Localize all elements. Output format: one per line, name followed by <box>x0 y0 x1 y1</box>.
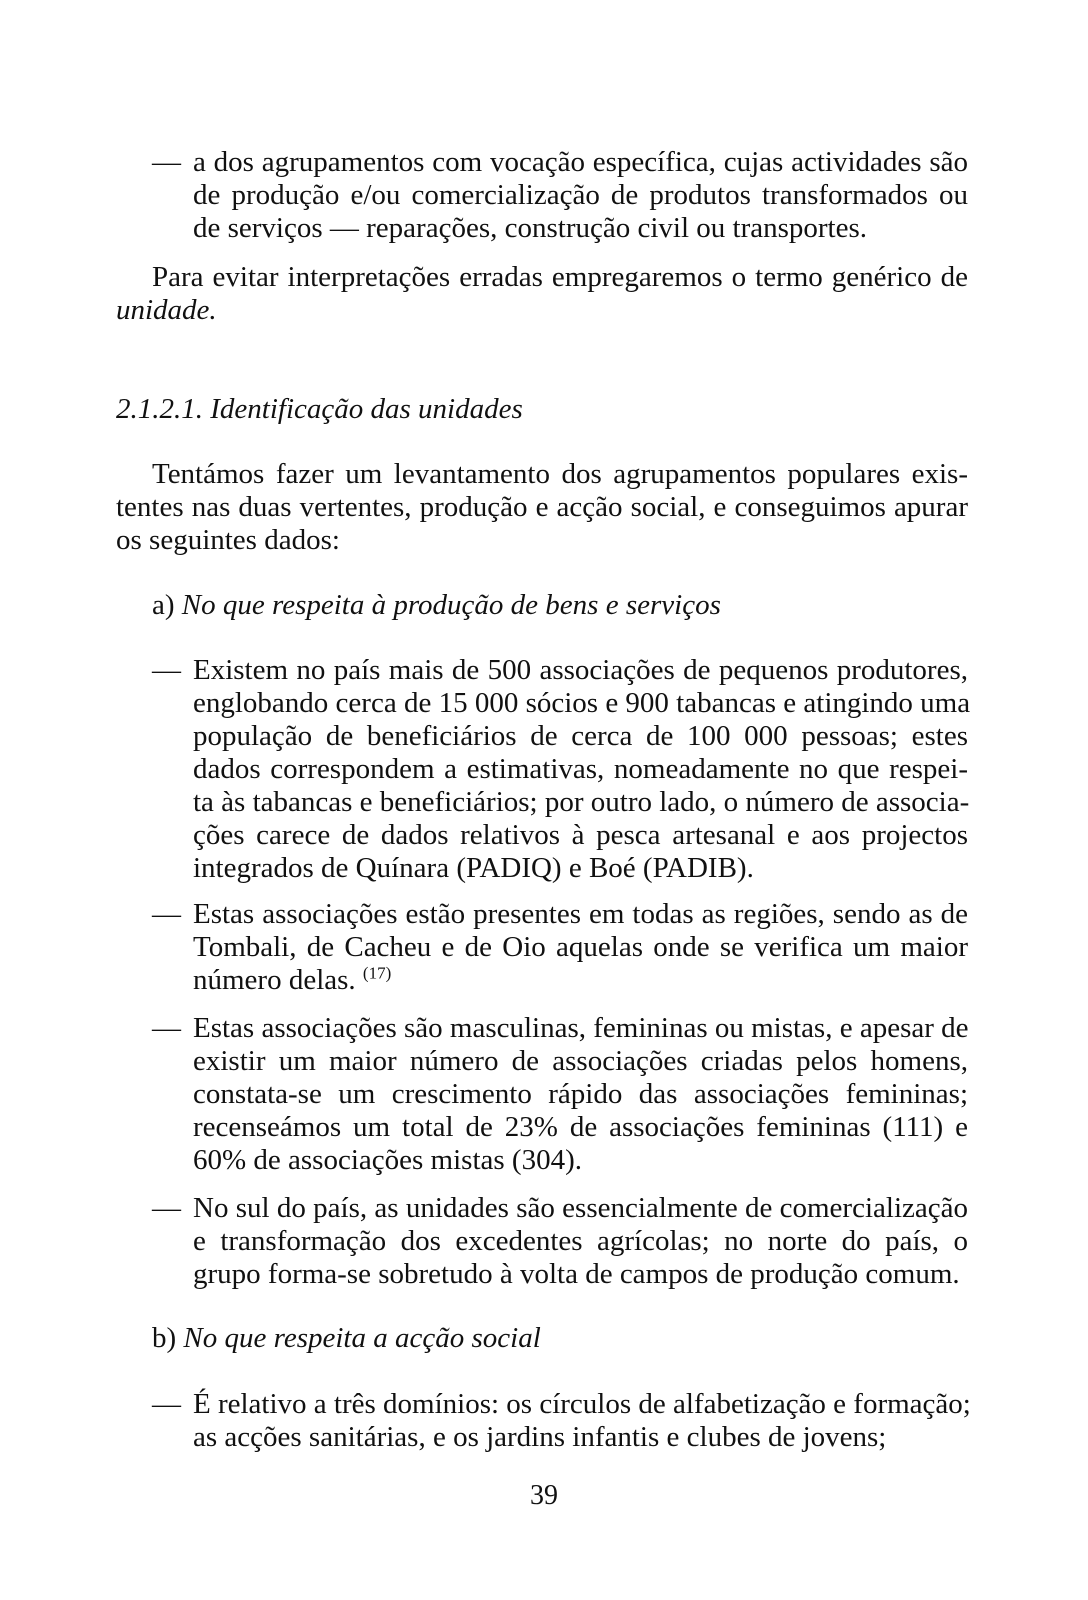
subheading-b <box>152 1322 968 1355</box>
em-dash: — <box>152 1012 181 1044</box>
text-line: integrados de Quínara (PADIQ) e Boé (PADIB). <box>193 852 754 884</box>
em-dash: — <box>152 1388 181 1420</box>
text-line: Estas associações estão presentes em todas as regiões, sendo as de <box>193 898 968 930</box>
text-line: grupo forma-se sobretudo à volta de campos de produção comum. <box>193 1258 960 1290</box>
em-dash: — <box>152 146 181 178</box>
text-line: existir um maior número de associações criadas pelos homens, <box>193 1045 968 1077</box>
paragraph <box>116 458 968 557</box>
subheading-label: b) <box>152 1322 177 1354</box>
text-line: unidade. <box>116 294 217 326</box>
text-line: recenseámos um total de 23% de associações femininas (111) e <box>193 1111 968 1143</box>
text-line: dados correspondem a estimativas, nomeadamente no que respei- <box>193 753 968 785</box>
page-number: 39 <box>530 1480 558 1511</box>
list-item <box>152 1388 971 1454</box>
list-item <box>152 898 968 997</box>
text-line: de produção e/ou comercialização de produtos transformados ou <box>193 179 968 211</box>
em-dash: — <box>152 1192 181 1224</box>
text-line: englobando cerca de 15 000 sócios e 900 tabancas e atingindo uma <box>193 687 971 719</box>
text-line: as acções sanitárias, e os jardins infantis e clubes de jovens; <box>193 1421 887 1453</box>
list-item <box>152 1192 968 1291</box>
text-line: e transformação dos excedentes agrícolas; no norte do país, o <box>193 1225 968 1257</box>
list-item <box>152 146 968 245</box>
text-line: de serviços — reparações, construção civil ou transportes. <box>193 212 868 244</box>
text-line: Tentámos fazer um levantamento dos agrupamentos populares exis- <box>152 458 968 490</box>
text-line: a dos agrupamentos com vocação específica, cujas actividades são <box>193 146 968 178</box>
text-line: Estas associações são masculinas, femininas ou mistas, e apesar de <box>193 1012 969 1044</box>
text-line: Para evitar interpretações erradas empregaremos o termo genérico de <box>152 261 968 293</box>
text-line: ções carece de dados relativos à pesca artesanal e aos projectos <box>193 819 968 851</box>
text-line: É relativo a três domínios: os círculos de alfabetização e formação; <box>193 1388 971 1420</box>
section-heading: 2.1.2.1. Identificação das unidades <box>116 393 523 425</box>
list-item <box>152 654 971 885</box>
text-line: tentes nas duas vertentes, produção e acção social, e conseguimos apurar <box>116 491 968 523</box>
text-line: No sul do país, as unidades são essencialmente de comercialização <box>193 1192 968 1224</box>
subheading-a <box>152 589 968 622</box>
em-dash: — <box>152 654 181 686</box>
text-line: número delas. $^{(17)}$ <box>193 963 392 996</box>
text-line: os seguintes dados: <box>116 524 340 556</box>
text-line: 60% de associações mistas (304). <box>193 1144 582 1176</box>
list-item <box>152 1012 968 1177</box>
subheading-text: No que respeita à produção de bens e serviços <box>181 589 721 621</box>
text-line: constata-se um crescimento rápido das associações femininas; <box>193 1078 968 1110</box>
text-line: Existem no país mais de 500 associações de pequenos produtores, <box>193 654 968 686</box>
text-line: população de beneficiários de cerca de 100 000 pessoas; estes <box>193 720 968 752</box>
text-line: ta às tabancas e beneficiários; por outro lado, o número de associa- <box>193 786 970 818</box>
subheading-text: No que respeita a acção social <box>183 1322 541 1354</box>
em-dash: — <box>152 898 181 930</box>
paragraph <box>116 261 968 327</box>
footnote-marker: (17) <box>362 963 392 983</box>
subheading-label: a) <box>152 589 175 621</box>
text-line: Tombali, de Cacheu e de Oio aquelas onde se verifica um maior <box>193 931 968 963</box>
